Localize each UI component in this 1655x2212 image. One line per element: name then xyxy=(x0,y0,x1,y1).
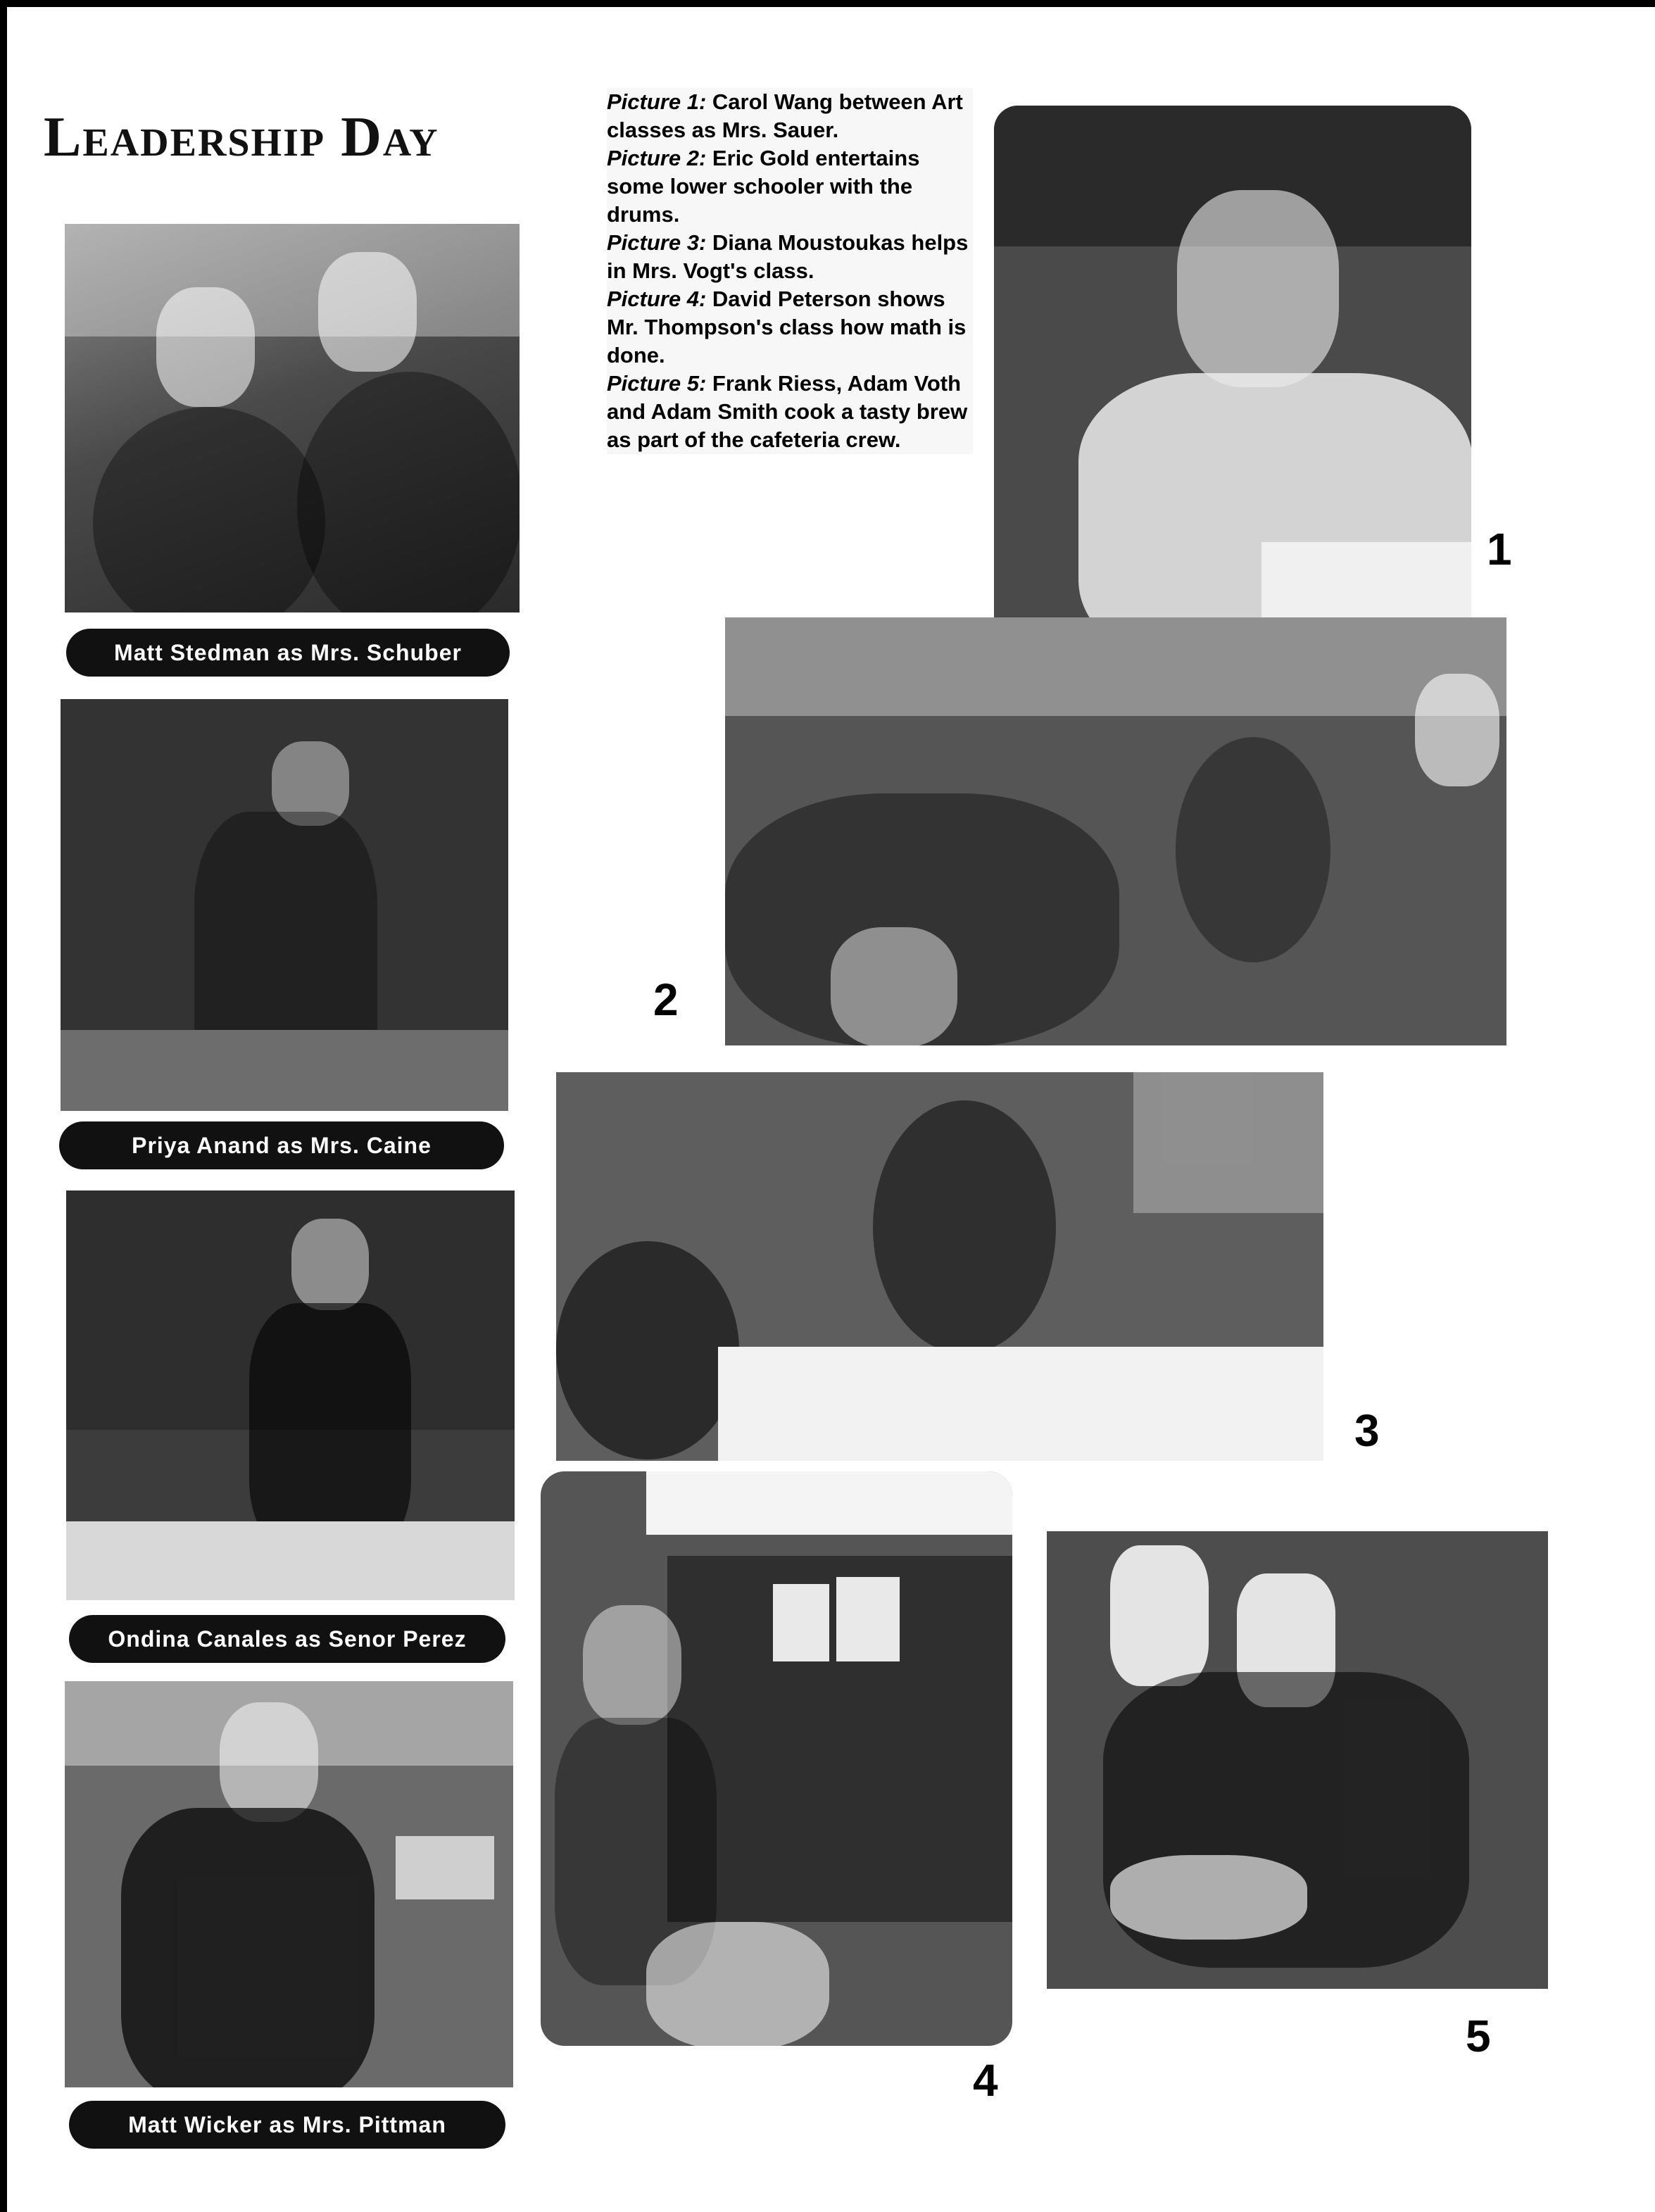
description-3: Picture 3: Diana Moustoukas helps in Mrs. Vogt's class. xyxy=(607,230,969,283)
page-title: Leadership Day xyxy=(44,106,439,168)
caption-matt-stedman: Matt Stedman as Mrs. Schuber xyxy=(66,629,510,677)
caption-ondina-canales: Ondina Canales as Senor Perez xyxy=(69,1615,505,1663)
page-border-top xyxy=(0,0,1655,7)
photo-4-david-peterson xyxy=(541,1471,1012,2046)
picture-number-2: 2 xyxy=(653,974,679,1025)
page-border-left xyxy=(0,0,7,2212)
photo-3-diana-moustoukas xyxy=(556,1072,1323,1461)
photo-matt-stedman xyxy=(65,224,520,612)
caption-matt-wicker: Matt Wicker as Mrs. Pittman xyxy=(69,2101,505,2149)
photo-5-cafeteria-crew xyxy=(1047,1531,1548,1989)
picture-descriptions xyxy=(607,88,973,454)
photo-matt-wicker xyxy=(65,1681,513,2087)
description-4: Picture 4: David Peterson shows Mr. Thompson's class how math is done. xyxy=(607,287,967,367)
picture-number-5: 5 xyxy=(1466,2011,1491,2061)
picture-number-3: 3 xyxy=(1354,1405,1380,1456)
description-5: Picture 5: Frank Riess, Adam Voth and Adam Smith cook a tasty brew as part of the cafeteria crew. xyxy=(607,371,968,452)
caption-priya-anand: Priya Anand as Mrs. Caine xyxy=(59,1121,504,1169)
description-2: Picture 2: Eric Gold entertains some lower schooler with the drums. xyxy=(607,146,920,227)
description-1: Picture 1: Carol Wang between Art classes as Mrs. Sauer. xyxy=(607,89,963,142)
picture-number-1: 1 xyxy=(1487,524,1512,574)
photo-priya-anand xyxy=(61,699,508,1111)
photo-ondina-canales xyxy=(66,1190,515,1600)
photo-1-carol-wang xyxy=(994,106,1471,660)
picture-number-4: 4 xyxy=(973,2055,998,2106)
photo-2-eric-gold xyxy=(725,617,1506,1045)
